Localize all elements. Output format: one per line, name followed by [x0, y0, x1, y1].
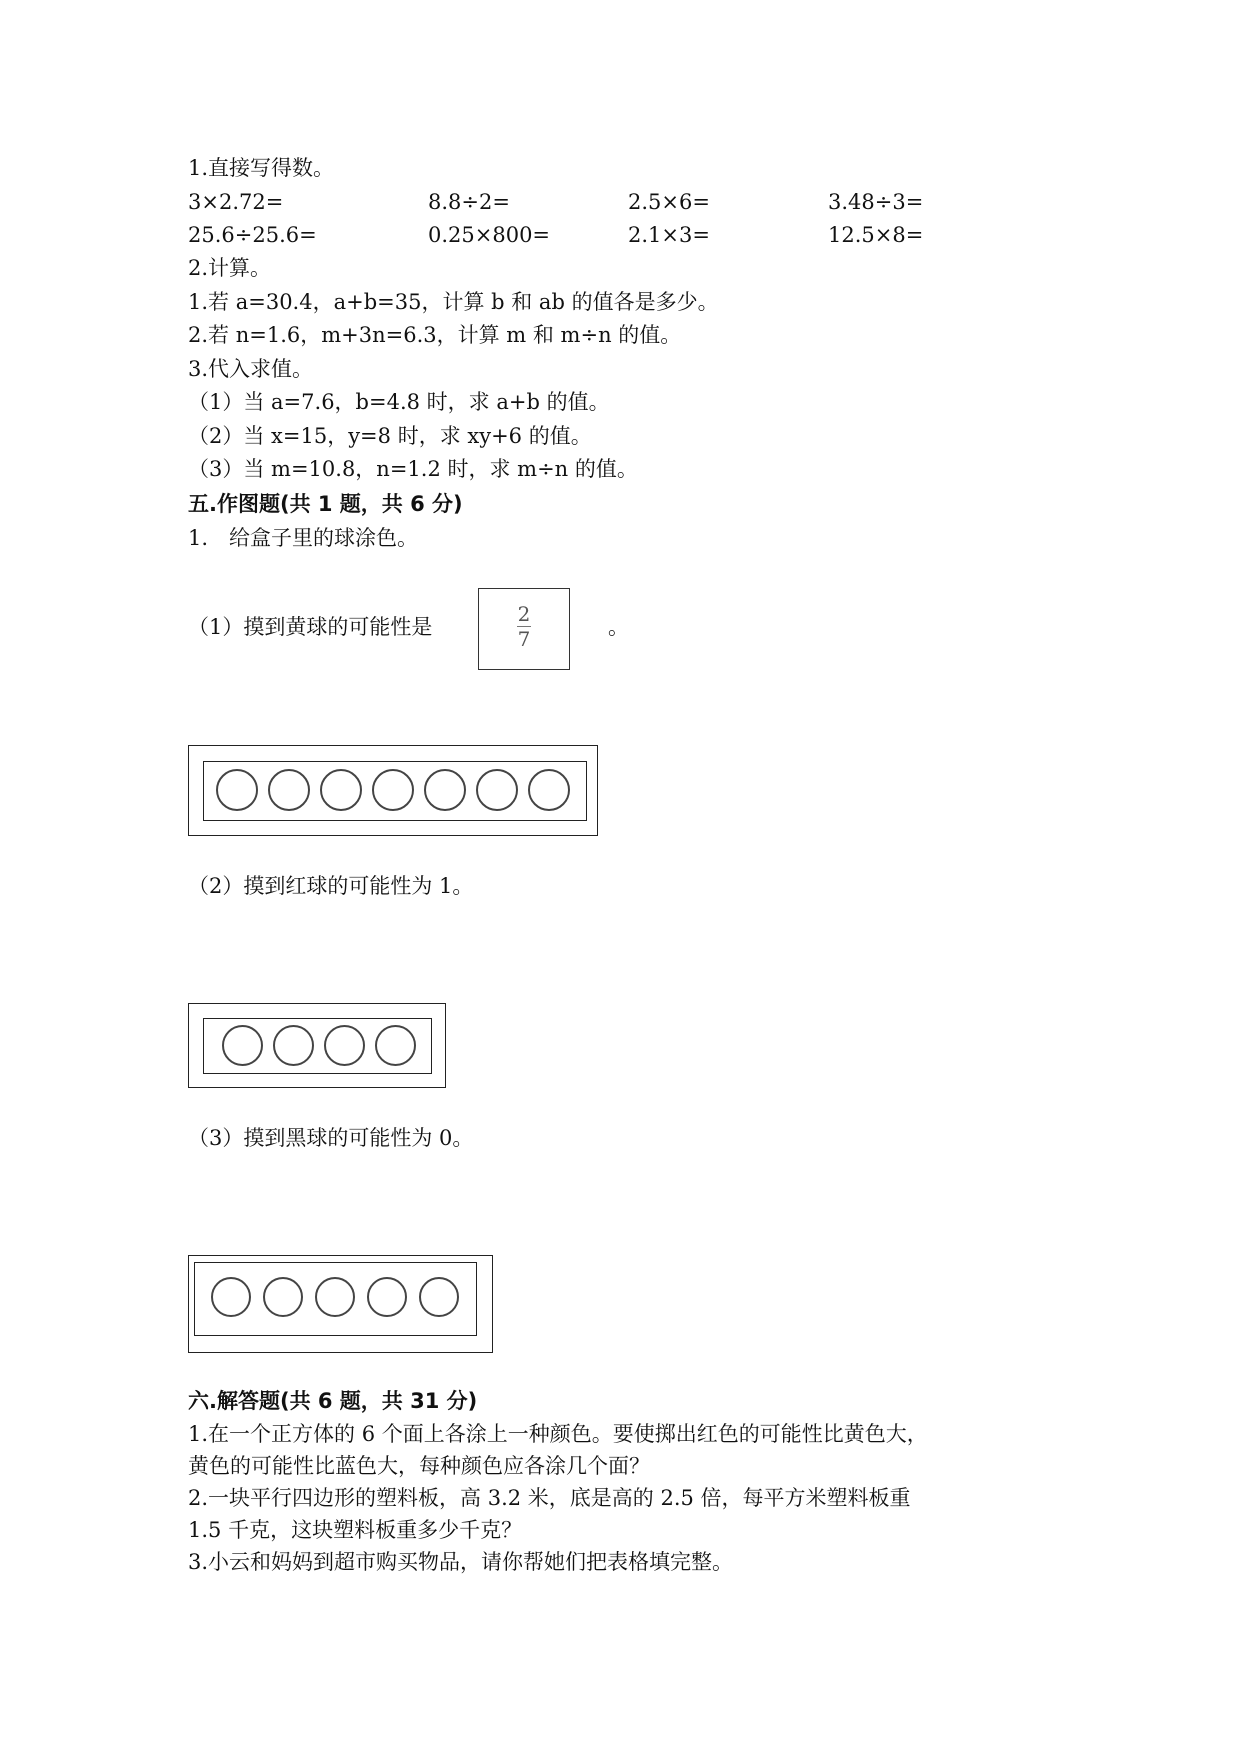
q3-title: 3.代入求值。: [188, 357, 314, 381]
ball-box-outer-3: [188, 1255, 493, 1353]
part-3-text: （3）摸到黑球的可能性为 0。: [188, 1126, 474, 1150]
ball-box-inner-2: [203, 1018, 432, 1074]
ball-box-inner-1: [203, 761, 587, 821]
ball[interactable]: [375, 1025, 416, 1066]
math-item: 12.5×8=: [828, 223, 924, 247]
q3-part-3: （3）当 m=10.8，n=1.2 时，求 m÷n 的值。: [188, 457, 638, 481]
math-item: 25.6÷25.6=: [188, 223, 317, 247]
section-6-q1-line-2: 黄色的可能性比蓝色大，每种颜色应各涂几个面？: [188, 1454, 650, 1478]
ball[interactable]: [211, 1277, 251, 1317]
fraction-denominator: 7: [517, 627, 531, 651]
q2-part-2: 2.若 n=1.6，m+3n=6.3，计算 m 和 m÷n 的值。: [188, 323, 682, 347]
section-6-q2-line-2: 1.5 千克，这块塑料板重多少千克？: [188, 1518, 523, 1542]
fraction-box: [478, 588, 570, 670]
ball[interactable]: [268, 769, 310, 811]
math-item: 3.48÷3=: [828, 190, 924, 214]
section-6-q1-line-1: 1.在一个正方体的 6 个面上各涂上一种颜色。要使掷出红色的可能性比黄色大，: [188, 1422, 928, 1446]
ball[interactable]: [273, 1025, 314, 1066]
ball[interactable]: [372, 769, 414, 811]
ball[interactable]: [419, 1277, 459, 1317]
section-5-q1: 1. 给盒子里的球涂色。: [188, 526, 419, 550]
ball[interactable]: [367, 1277, 407, 1317]
q3-part-1: （1）当 a=7.6，b=4.8 时，求 a+b 的值。: [188, 390, 610, 414]
math-item: 0.25×800=: [428, 223, 551, 247]
section-6-q3-line-1: 3.小云和妈妈到超市购买物品，请你帮她们把表格填完整。: [188, 1550, 734, 1574]
ball[interactable]: [315, 1277, 355, 1317]
ball[interactable]: [216, 769, 258, 811]
ball-box-outer-1: [188, 745, 598, 836]
math-item: 3×2.72=: [188, 190, 284, 214]
ball[interactable]: [424, 769, 466, 811]
math-item: 2.1×3=: [628, 223, 710, 247]
ball[interactable]: [476, 769, 518, 811]
ball[interactable]: [528, 769, 570, 811]
q2-title: 2.计算。: [188, 256, 272, 280]
math-item: 2.5×6=: [628, 190, 710, 214]
ball[interactable]: [320, 769, 362, 811]
math-item: 8.8÷2=: [428, 190, 510, 214]
q1-title: 1.直接写得数。: [188, 156, 335, 180]
mental-math-row-2: [188, 221, 1088, 249]
q2-part-1: 1.若 a=30.4，a+b=35，计算 b 和 ab 的值各是多少。: [188, 290, 719, 314]
section-6-heading: 六.解答题(共 6 题，共 31 分): [188, 1389, 478, 1413]
ball[interactable]: [324, 1025, 365, 1066]
part-1-text: （1）摸到黄球的可能性是: [188, 615, 433, 639]
ball[interactable]: [222, 1025, 263, 1066]
fraction-two-sevenths: [479, 603, 569, 650]
ball-box-inner-3: [194, 1262, 477, 1336]
fraction-numerator: 2: [517, 602, 531, 626]
part-2-text: （2）摸到红球的可能性为 1。: [188, 874, 474, 898]
section-6-q2-line-1: 2.一块平行四边形的塑料板，高 3.2 米，底是高的 2.5 倍，每平方米塑料板重: [188, 1486, 911, 1510]
part-1-end: 。: [608, 615, 629, 639]
mental-math-row-1: [188, 188, 1088, 216]
section-5-heading: 五.作图题(共 1 题，共 6 分): [188, 492, 463, 516]
q3-part-2: （2）当 x=15，y=8 时，求 xy+6 的值。: [188, 424, 592, 448]
ball[interactable]: [263, 1277, 303, 1317]
ball-box-outer-2: [188, 1003, 446, 1088]
